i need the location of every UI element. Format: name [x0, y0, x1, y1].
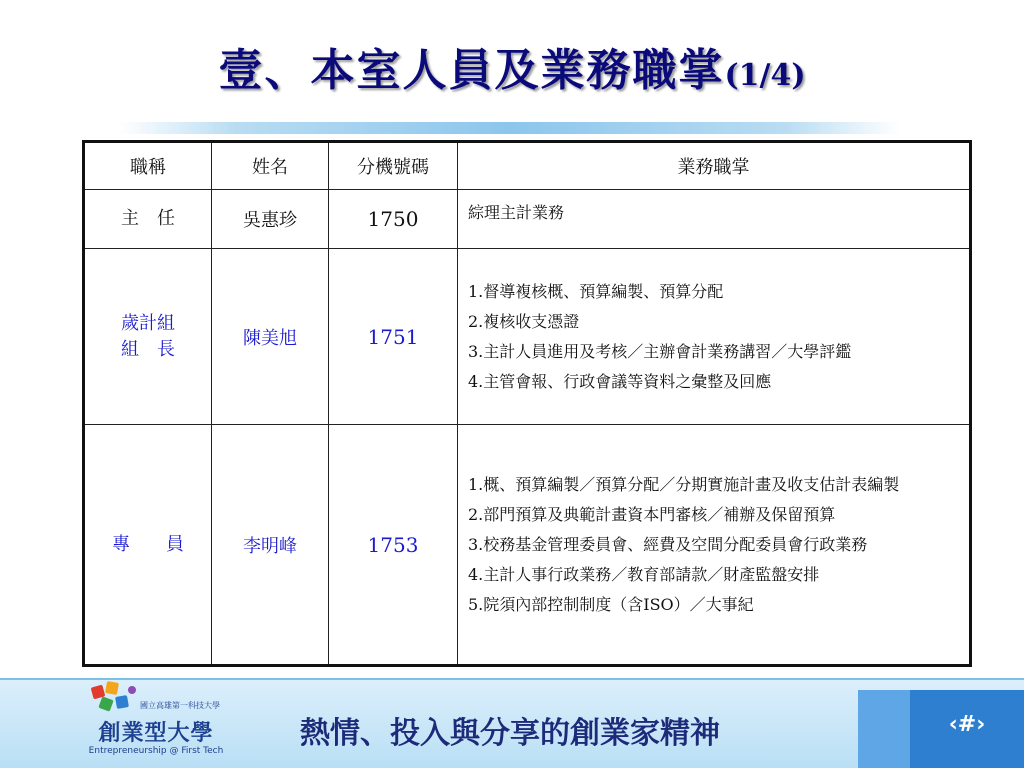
cell-extension: 1750 — [329, 190, 458, 249]
cell-name: 李明峰 — [212, 425, 329, 666]
title-line: 歲計組 — [121, 312, 175, 334]
cell-title — [84, 249, 212, 425]
title-underline-bar — [120, 122, 900, 134]
duty-item: 4.主管會報、行政會議等資料之彙整及回應 — [468, 371, 772, 391]
university-logo — [82, 680, 230, 764]
duty-item: 5.院須內部控制制度（含ISO）／大事紀 — [468, 594, 754, 614]
duty-item: 3.校務基金管理委員會、經費及空間分配委員會行政業務 — [468, 534, 868, 554]
page-number: ‹#› — [948, 712, 986, 737]
logo-small-text: 國立高雄第一科技大學 — [140, 701, 220, 710]
puzzle-logo-icon — [86, 680, 146, 716]
duty-item: 1.概、預算編製／預算分配／分期實施計畫及收支估計表編製 — [468, 474, 900, 494]
cell-duties — [458, 425, 971, 666]
cell-duties: 綜理主計業務 — [458, 190, 971, 249]
title-line: 組 長 — [121, 338, 175, 360]
header-name: 姓名 — [212, 142, 329, 190]
cell-name: 吳惠珍 — [212, 190, 329, 249]
cell-name: 陳美旭 — [212, 249, 329, 425]
cell-duties — [458, 249, 971, 425]
table-row — [84, 425, 971, 666]
table-row — [84, 249, 971, 425]
cell-title — [84, 190, 212, 249]
duty-item: 2.部門預算及典範計畫資本門審核／補辦及保留預算 — [468, 504, 836, 524]
duty-item: 4.主計人事行政業務／教育部請款／財產監盤安排 — [468, 564, 820, 584]
header-extension: 分機號碼 — [329, 142, 458, 190]
footer-slogan: 熱情、投入與分享的創業家精神 — [300, 716, 720, 751]
table-row — [84, 190, 971, 249]
title-line: 專 員 — [112, 533, 184, 555]
logo-title: 創業型大學 — [98, 721, 214, 746]
page-number-accent — [858, 690, 910, 768]
header-duties: 業務職掌 — [458, 142, 971, 190]
slide-title-main: 壹、本室人員及業務職掌 — [218, 45, 725, 96]
slide-title — [0, 34, 1024, 98]
slide-title-sub: (1/4) — [724, 58, 806, 93]
cell-title — [84, 425, 212, 666]
duty-item: 1.督導複核概、預算編製、預算分配 — [468, 281, 724, 301]
logo-subtitle: Entrepreneurship @ First Tech — [88, 746, 224, 756]
cell-extension: 1753 — [329, 425, 458, 666]
duty-item: 3.主計人員進用及考核／主辦會計業務講習／大學評鑑 — [468, 341, 852, 361]
cell-extension: 1751 — [329, 249, 458, 425]
staff-duty-table — [82, 140, 972, 667]
title-line: 主 任 — [121, 208, 175, 229]
duty-item: 2.複核收支憑證 — [468, 311, 580, 331]
table-header-row — [84, 142, 971, 190]
header-title: 職稱 — [84, 142, 212, 190]
